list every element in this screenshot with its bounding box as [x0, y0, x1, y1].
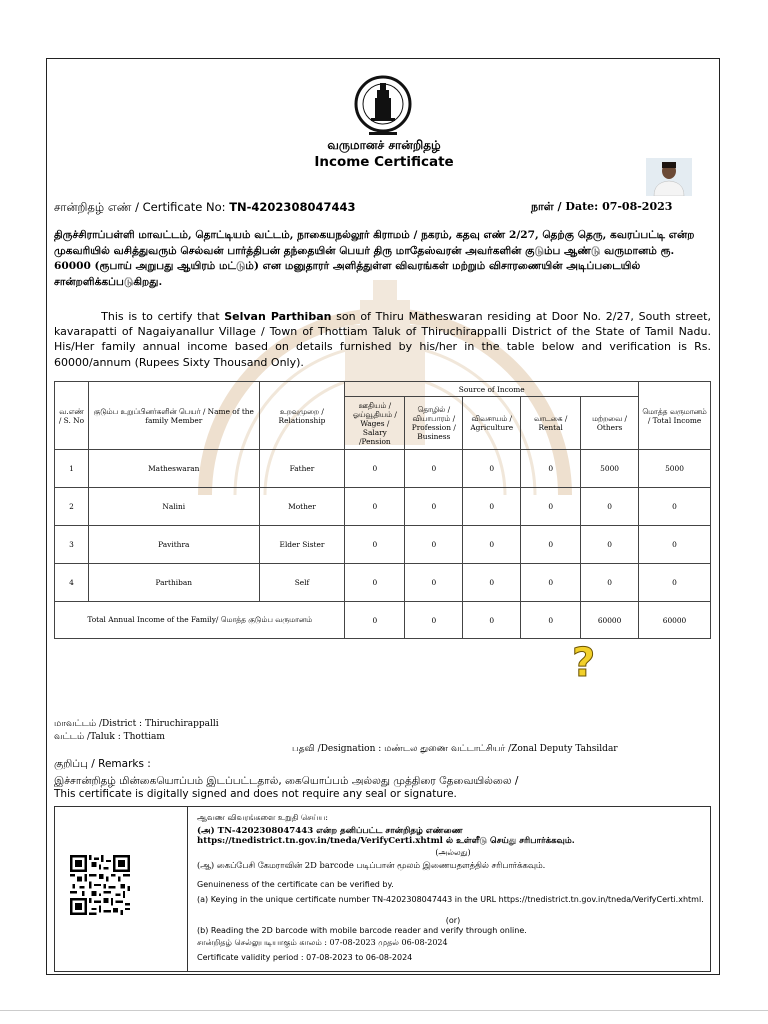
- applicant-name: Selvan Parthiban: [224, 310, 332, 323]
- applicant-photo: [646, 158, 692, 196]
- certificate-date: நாள் / Date: 07-08-2023: [531, 200, 673, 213]
- total-row: Total Annual Income of the Family/ மொத்த குடும்ப வருமானம் 0 0 0 0 60000 60000: [55, 602, 711, 639]
- verify-option-b-english: (b) Reading the 2D barcode with mobile barcode reader and verify through online.: [197, 926, 527, 935]
- question-mark-icon: ?: [572, 640, 596, 686]
- header-relationship: உறவுமுறை / Relationship: [259, 382, 345, 450]
- validity-tamil: சான்றிதழ் செல்லுபடியாகும் காலம் : 07-08-2023 முதல் 06-08-2024: [197, 938, 448, 947]
- english-body-paragraph: This is to certify that Selvan Parthiban son of Thiru Matheswaran residing at Door No. 2/27, South street, kavarapatti of Nagaiyanallur Village / Town of Thottiam Taluk of Thiruchirappalli District of the State of Tamil Nadu. His/Her family annual income based on details furnished by his/her in the table below and verification is Rs. 60000/annum (Rupees Sixty Thousand Only).: [54, 310, 711, 369]
- header-total: மொத்த வருமானம் / Total Income: [639, 382, 711, 450]
- certificate-number: சான்றிதழ் எண் / Certificate No: TN-4202308047443: [54, 200, 356, 214]
- table-row: 1 Matheswaran Father 0 0 0 0 5000 5000: [55, 450, 711, 488]
- tamil-body-paragraph: திருச்சிராப்பள்ளி மாவட்டம், தொட்டியம் வட்டம், நாகையநல்லூர் கிராமம் / நகரம், கதவு எண் 2/27, தெற்கு தெரு, கவரப்பட்டி என்ற முகவரியில் வசித்துவரும் செல்வன் பார்த்திபன் தந்தையின் பெயர் திரு மாதேஸ்வரன் அவர்களின் குடும்ப ஆண்டு வருமானம் ரூ. 60000 (ரூபாய் அறுபது ஆயிரம் மட்டும்) என மனுதாரர் அளித்துள்ள விவரங்கள் மற்றும் விசாரணையின் அடிப்படையில் சான்றளிக்கப்படுகிறது.: [54, 229, 695, 288]
- remarks-label: குறிப்பு / Remarks :: [54, 758, 151, 770]
- page-bottom-rule: [0, 1010, 768, 1011]
- district-line: மாவட்டம் /District : Thiruchirappalli: [54, 719, 219, 729]
- verify-or-english: (or): [445, 916, 461, 925]
- digital-sign-note-tamil: இச்சான்றிதழ் மின்கையொப்பம் இடப்பட்டதால், கையொப்பம் அல்லது முத்திரை தேவையில்லை /: [54, 775, 519, 787]
- header-rental: வாடகை / Rental: [521, 397, 581, 450]
- header-agriculture: விவசாயம் / Agriculture: [463, 397, 521, 450]
- verify-option-a-tamil: (அ) TN-4202308047443 என்ற தனிப்பட்ட சான்றிதழ் எண்ணை https://tnedistrict.tn.gov.in/tneda/VerifyCerti.xhtml ல் உள்ளீடு செய்து சரிபார்க்கவும்.: [197, 826, 575, 846]
- header-sno: வ.எண் / S. No: [55, 382, 89, 450]
- tamil-nadu-emblem-icon: [345, 74, 421, 138]
- header-source-of-income: Source of Income: [345, 382, 639, 397]
- verify-option-a-english: (a) Keying in the unique certificate number TN-4202308047443 in the URL https://tnedistrict.tn.gov.in/tneda/VerifyCerti.xhtml.: [197, 895, 704, 904]
- title-english: Income Certificate: [314, 154, 454, 170]
- table-row: 2 Nalini Mother 0 0 0 0 0 0: [55, 488, 711, 526]
- designation-line: பதவி /Designation : மண்டல துணை வட்டாட்சியர் /Zonal Deputy Tahsildar: [292, 744, 618, 754]
- validity-english: Certificate validity period : 07-08-2023 to 06-08-2024: [197, 953, 413, 962]
- digital-sign-note-english: This certificate is digitally signed and does not require any seal or signature.: [54, 788, 457, 800]
- header-wages: ஊதியம் / ஓய்வூதியம் / Wages / Salary /Pension: [345, 397, 405, 450]
- verify-option-b-tamil: (ஆ) கைப்பேசி கேமராவின் 2D barcode படிப்பான் மூலம் இணையதளத்தில் சரிபார்க்கவும்.: [197, 860, 546, 870]
- verify-or-tamil: (அல்லது): [435, 848, 471, 857]
- title-tamil: வருமானச் சான்றிதழ்: [327, 138, 441, 152]
- taluk-line: வட்டம் /Taluk : Thottiam: [54, 732, 165, 742]
- table-row: 3 Pavithra Elder Sister 0 0 0 0 0 0: [55, 526, 711, 564]
- header-business: தொழில் / வியாபாரம் / Profession / Business: [405, 397, 463, 450]
- certificate-number-value: TN-4202308047443: [229, 200, 356, 214]
- verify-genuineness: Genuineness of the certificate can be verified by.: [197, 880, 394, 889]
- header-name: குடும்ப உறுப்பினர்களின் பெயர் / Name of the family Member: [88, 382, 259, 450]
- header-others: மற்றவை / Others: [581, 397, 639, 450]
- table-row: 4 Parthiban Self 0 0 0 0 0 0: [55, 564, 711, 602]
- qr-code-icon[interactable]: [70, 855, 130, 915]
- total-label: Total Annual Income of the Family/ மொத்த குடும்ப வருமானம்: [55, 602, 345, 639]
- income-table: [54, 381, 711, 639]
- verification-divider: [187, 806, 188, 972]
- verify-heading-tamil: ஆவண விவரங்களை உறுதி செய்ய:: [197, 813, 328, 822]
- date-value: 07-08-2023: [602, 200, 673, 213]
